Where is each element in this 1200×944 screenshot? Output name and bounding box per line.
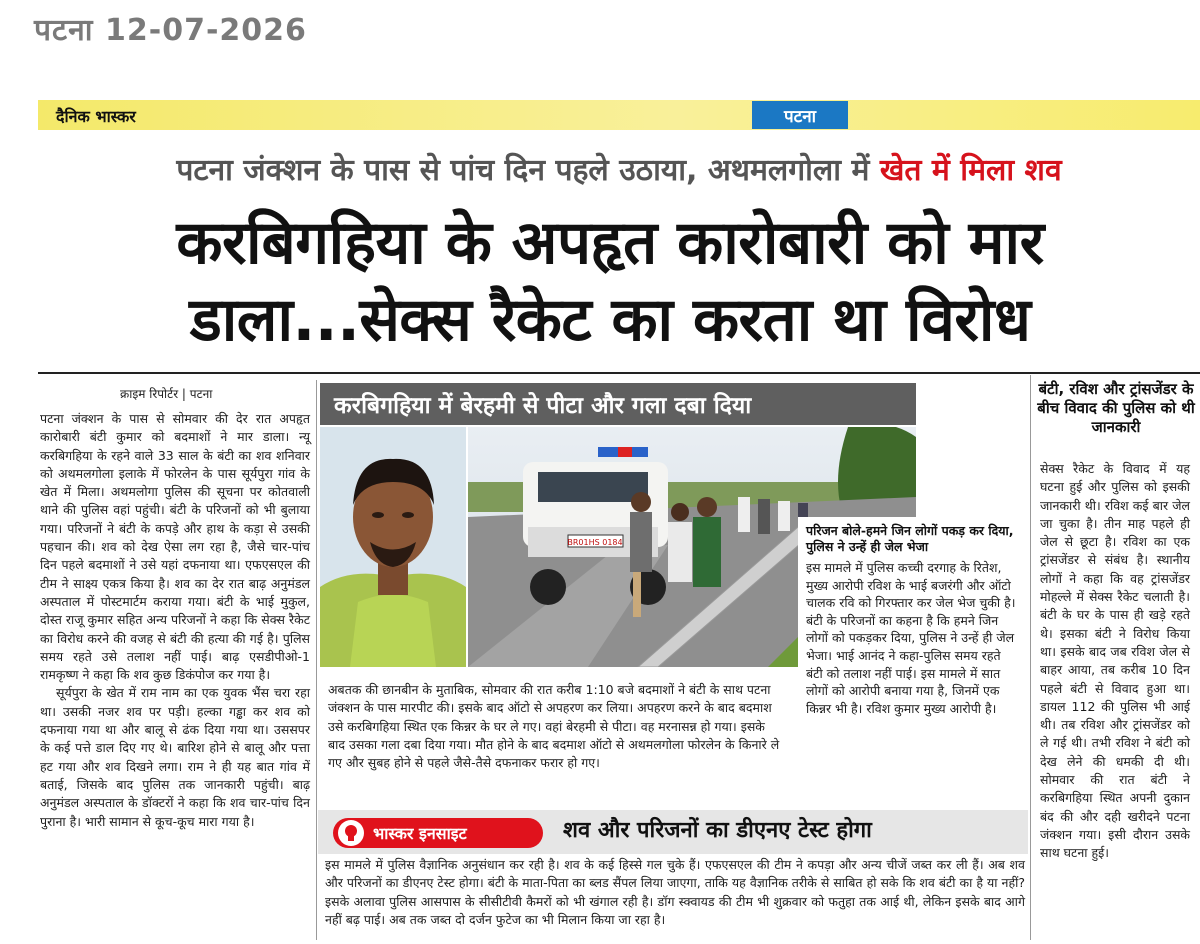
insight-title: शव और परिजनों का डीएनए टेस्ट होगा (563, 818, 872, 843)
city-tag: पटना (752, 101, 848, 129)
column-divider (1030, 375, 1031, 940)
kicker-highlight: खेत में मिला शव (879, 153, 1062, 188)
edition-date: पटना 12-07-2026 (34, 13, 307, 48)
photo-caption: अबतक की छानबीन के मुताबिक, सोमवार की रात करीब 1:10 बजे बदमाशों ने बंटी के साथ पटना जंक्शन के पास मारपीट की। इसके बाद ऑटो से अपहरण कर लिया। अपहरण करने के बाद बदमाश उसे करबिगहिया स्थित एक किन्नर के घर ले गए। वहां बेरहमी से पीटा। वह मरनासन्न हो गया। इसके बाद उसका गला दबा दिया गया। मौत होने के बाद बदमाश ऑटो से अथमलगोला फोरलेन के किनारे ले गए और सुबह होने से पहले जैसे-तैसे दफनाकर फरार हो गए। (328, 682, 780, 771)
portrait-illustration (320, 427, 466, 667)
headline-line-2: डाला...सेक्स रैकेट का करता था विरोध (189, 285, 1031, 355)
brand-logo: दैनिक भास्कर (56, 107, 136, 126)
insight-tag: भास्कर इनसाइट (333, 818, 543, 848)
headline-line-1: करबिगहिया के अपहृत कारोबारी को मार (176, 208, 1044, 278)
story-paragraph-1: पटना जंक्शन के पास से सोमवार की देर रात अपहृत कारोबारी बंटी कुमार को बदमाशों ने मार डाला। न्यू करबिगहिया के रहने वाले 33 साल के बंटी का शव शनिवार को अथमलगोला इलाके में फोरलेन के पास सूर्यपुरा गांव के खेत में मिला। अथमलोगा पुलिस की सूचना पर कोतवाली थाने की पुलिस वहां पहुंची। बंटी के परिजनों को भी बुलाया गया। परिजनों ने बंटी के कपड़े और हाथ के कड़ा से उसकी पहचान की। शव को देख ऐसा लग रहा है, जैसे चार-पांच दिन पहले बदमाशों ने उसे यहां दफनाया था। एफएसएल की टीम ने साक्ष्य एकत्र किया है। शव का देर रात बाढ़ अनुमंडल अस्पताल में पोस्टमार्टम कराया गया। बंटी के भाई मुकुल, दोस्त राजू कुमार सहित अन्य परिजनों ने कहा कि सेक्स रैकेट का विरोध करने की वजह से बंटी की हत्या की गई है। पुलिस समय रहते उसे तलाश नहीं पाई। बाढ़ एसडीपीओ-1 रामकृष्ण ने कहा कि शव कुछ डिकंपोज कर गया है। (40, 411, 310, 683)
bulb-icon (337, 819, 365, 847)
insight-body: इस मामले में पुलिस वैज्ञानिक अनुसंधान कर रही है। शव के कई हिस्से गल चुके हैं। एफएसएल की टीम ने कपड़ा और अन्य चीजें जब्त कर ली हैं। अब शव और परिजनों का डीएनए टेस्ट होगा। बंटी के माता-पिता का ब्लड सैंपल लिया जाएगा, ताकि यह वैज्ञानिक तरीके से साबित हो सके कि शव बंटी का है या नहीं? इसके अलावा पुलिस आसपास के सीसीटीवी कैमरों को भी खंगाल रही है। डॉग स्क्वायड की टीम भी शुक्रवार को फतुहा तक आई थी, लेकिन इसके बाद आगे नहीं बढ़ पाई। अब तक जब्त दो दर्जन फुटेज का भी मिलान किया जा रहा है। (325, 857, 1025, 927)
column-divider (316, 380, 317, 940)
sidebar-title: बंटी, रविश और ट्रांसजेंडर के बीच विवाद की पुलिस को थी जानकारी (1037, 380, 1195, 436)
kicker-text: पटना जंक्शन के पास से पांच दिन पहले उठाया, अथमलगोला में (176, 153, 880, 188)
divider (38, 372, 1200, 374)
sidebar-body: सेक्स रैकेट के विवाद में यह घटना हुई और पुलिस को इसकी जानकारी थी। रविश कई बार जेल जा चुका है। तीन माह पहले ही जेल से छूटा है। रविश का एक ट्रांसजेंडर से संबंध है। स्थानीय लोगों ने कहा कि वह ट्रांसजेंडर मोहल्ले में सेक्स रैकेट चलाती है। बंटी के घर के पास ही खड़े रहते थे। इसका बंटी ने विरोध किया था। इसके बाद जब रविश जेल से बाहर आया, तब करीब 10 दिन पहले बंटी से विवाद हुआ था। डायल 112 की पुलिस भी आई थी। तब रविश और ट्रांसजेंडर को ले गई थी। तभी रविश ने बंटी को देख लेने की धमकी दी थी। सोमवार की रात बंटी ने करबिगहिया स्थित अपनी दुकान बंद की और दही खरीदने पटना जंक्शन गया। इसी दौरान उसके साथ घटना हुई। (1040, 461, 1190, 861)
headline (20, 205, 1200, 359)
kicker (38, 148, 1200, 189)
family-statement-body: इस मामले में पुलिस कच्ची दरगाह के रितेश, मुख्य आरोपी रविश के भाई बजरंगी और ऑटो चालक रवि को गिरफ्तार कर जेल भेज चुकी है। बंटी के परिजनों का कहना है कि हमने जिन लोगों को पकड़कर दिया, पुलिस ने उन्हें ही जेल भेजा। भाई आनंद ने कहा-पुलिस समय रहते बंटी को तलाश नहीं पाई। इस मामले में सात लोगों को आरोपी बनाया गया है, जिनमें एक किन्नर भी है। रविश कुमार मुख्य आरोपी है। (806, 560, 1016, 716)
byline: क्राइम रिपोर्टर | पटना (120, 387, 213, 401)
family-statement-box (798, 517, 1026, 799)
masthead-bar (38, 100, 1200, 130)
vehicle-plate: BR01HS 0184 (567, 538, 623, 547)
victim-portrait (320, 427, 466, 667)
story-paragraph-2: सूर्यपुरा के खेत में राम नाम का एक युवक भैंस चरा रहा था। उसकी नजर शव पर पड़ी। हल्का गड्ढा कर शव को दफनाया गया था और बालू से ढंक दिया गया था। उससपर के कई पत्ते डाल दिए गए थे। बारिश होने से बालू और पत्ता हट गया और शव दिखने लगा। राम ने ही यह बात गांव में बताई, जिसके बाद पुलिस तक जानकारी पहुंची। बाढ़ अनुमंडल अस्पताल के डॉक्टरों ने कहा कि शव चार-पांच दिन पुराना है। भारी सामान से कूच-कूच मारा गया है। (40, 685, 310, 829)
story-column (40, 410, 310, 831)
family-statement-title: परिजन बोले-हमने जिन लोगों पकड़ कर दिया, पुलिस ने उन्हें ही जेल भेजा (806, 523, 1014, 554)
photo-strap: करबिगहिया में बेरहमी से पीटा और गला दबा दिया (320, 383, 916, 425)
